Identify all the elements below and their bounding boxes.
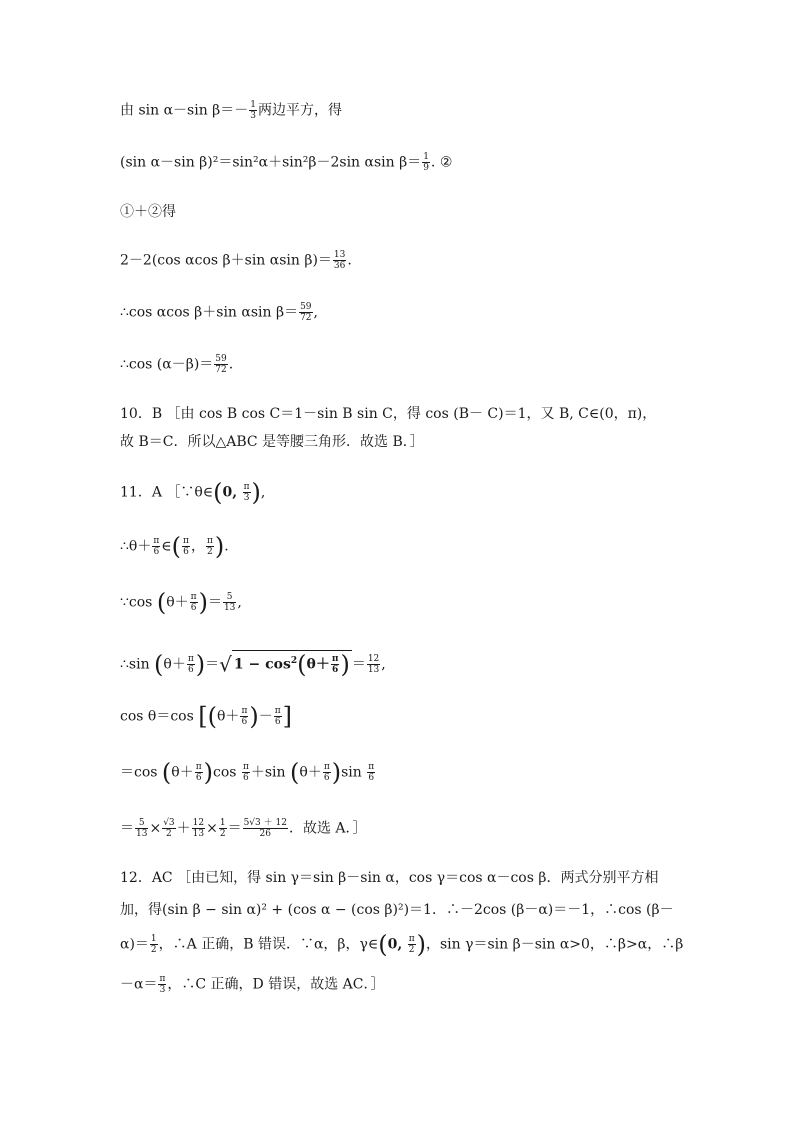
line-2: (sin α－sin β)²＝sin²α＋sin²β－2sin αsin β＝ $\frac{1}{9}$ . ② bbox=[120, 152, 453, 173]
line-6: ∴cos (α－β)＝ $\frac{59}{72}$ . bbox=[120, 354, 234, 375]
line-8: 故 B＝C．所以△ABC 是等腰三角形．故选 B．］ bbox=[120, 434, 424, 450]
line-19: －α＝ $\frac{\pi}{3}$ ，∴C 正确，D 错误，故选 AC．］ bbox=[120, 974, 385, 995]
line-12: ∴sin (θ＋ $\frac{\pi}{6}$ )＝√ $1 - \cos^2(\theta+$ $\frac{\pi}{6}$ ) ＝ $\frac{12}{13}$ , bbox=[120, 650, 386, 679]
line-11: ∵cos (θ＋ $\frac{\pi}{6}$ )＝ $\frac{5}{13}$ , bbox=[120, 588, 242, 617]
line-13: cos θ＝cos [(θ＋ $\frac{\pi}{6}$ )－ $\frac{\pi}{6}$ ] bbox=[120, 702, 293, 731]
line-9: 11．A ［∵θ∈(0, $\frac{\pi}{3}$ ), bbox=[120, 478, 266, 507]
line-15: ＝ $\frac{5}{13}$ × $\frac{√3}{2}$ ＋ $\frac{12}{13}$ × $\frac{1}{2}$ ＝ $\frac{5√3 + 12}{26}$ ．故选 A．］ bbox=[120, 818, 367, 839]
line-14: ＝cos (θ＋ $\frac{\pi}{6}$ )cos $\frac{\pi}{6}$ ＋sin (θ＋ $\frac{\pi}{6}$ )sin $\frac{\pi}{6}$ bbox=[120, 758, 375, 787]
line-18: α)＝ $\frac{1}{2}$ ，∴A 正确，B 错误．∵α，β，γ∈(0, $\frac{\pi}{2}$ )，sin γ＝sin β－sin α>0，∴β>α，∴β bbox=[120, 930, 684, 959]
line-1: 由 sin α－sin β＝－ $\frac{1}{3}$ 两边平方，得 bbox=[120, 100, 342, 121]
line-7: 10．B ［由 cos B cos C＝1－sin B sin C，得 cos (B－ C)＝1，又 B, C∈(0，π)， bbox=[120, 406, 657, 422]
line-10: ∴θ＋ $\frac{\pi}{6}$ ∈( $\frac{\pi}{6}$ ， $\frac{\pi}{2}$ ). bbox=[120, 532, 229, 561]
line-5: ∴cos αcos β＋sin αsin β＝ $\frac{59}{72}$ , bbox=[120, 302, 318, 323]
line-17: 加，得(sin β − sin α)² + (cos α − (cos β)²)＝1．∴－2cos (β－α)＝－1，∴cos (β－ bbox=[120, 902, 674, 918]
line-3: ①＋②得 bbox=[120, 204, 176, 220]
line-16: 12．AC ［由已知，得 sin γ＝sin β－sin α，cos γ＝cos α－cos β．两式分别平方相 bbox=[120, 870, 659, 886]
line-4: 2－2(cos αcos β＋sin αsin β)＝ $\frac{13}{36}$ . bbox=[120, 250, 352, 271]
